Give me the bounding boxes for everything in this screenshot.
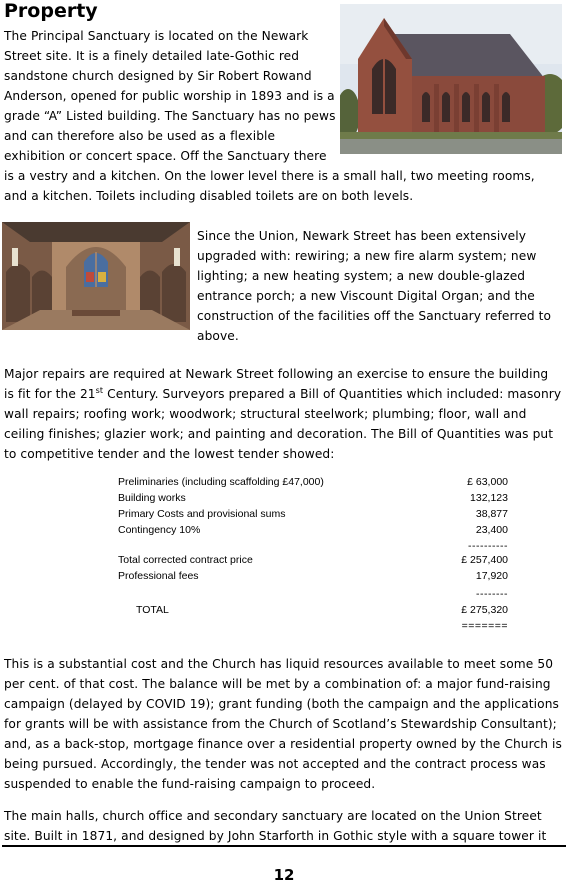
row-label: Building works xyxy=(118,492,186,504)
table-separator xyxy=(118,620,508,636)
repairs-text-start: Major repairs are required at Newark Street following an exercise to ensure the building is fit for the 21 xyxy=(4,367,549,401)
ordinal-suffix: st xyxy=(95,385,104,395)
tender-cost-table xyxy=(118,476,508,636)
intro-paragraph-bottom: is a vestry and a kitchen. On the lower level there is a small hall, two meeting rooms, and a kitchen. Toilets including disabled toilets are on both levels. xyxy=(4,169,535,203)
repairs-text-end: Century. Surveyors prepared a Bill of Quantities which included: masonry wall repairs; roofing work; woodwork; structural steelwork; plumbing; floor, wall and ceiling finishes; glazier work; and painting and decoration. The Bill of Quantities was put to competitive tender and the lowest tender showed: xyxy=(4,387,562,461)
separator-double: ======= xyxy=(461,620,508,632)
church-exterior-photo xyxy=(340,4,562,154)
row-label: Preliminaries (including scaffolding £47,000) xyxy=(118,476,324,488)
intro-paragraph-top: The Principal Sanctuary is located on the Newark Street site. It is a finely detailed late-Gothic red sandstone church designed by Sir Robert Rowand Anderson, opened for public worship in 1893 and is a grade “A” Listed building. The Sanctuary has no pews and can therefore also be used as a flexible exhibition or concert space. Off the Sanctuary there xyxy=(4,29,336,163)
funding-paragraph: This is a substantial cost and the Church has liquid resources available to meet some 50 per cent. of that cost. The balance will be met by a combination of: a major fund-raising campaign (delayed by COVID 19); grant funding (both the campaign and the applications for grants will be with assistance from the Church of Scotland’s Stewardship Consultant); and, as a back-stop, mortgage finance over a residential property owned by the Church is being pursued. Accordingly, the tender was not accepted and the contract process was suspended to enable the fund-raising campaign to proceed. xyxy=(4,657,562,791)
table-row xyxy=(118,492,508,508)
total-value: £ 275,320 xyxy=(461,604,508,616)
table-separator xyxy=(118,586,508,604)
page-heading: Property xyxy=(4,0,98,22)
row-label: Contingency 10% xyxy=(118,524,201,536)
row-value: 132,123 xyxy=(470,492,508,504)
separator-dashes: -------- xyxy=(476,588,508,600)
table-row xyxy=(118,476,508,492)
union-street-paragraph: The main halls, church office and secondary sanctuary are located on the Union Street site. Built in 1871, and designed by John Starforth in Gothic style with a square tower it xyxy=(4,809,547,843)
table-row-total-corrected xyxy=(118,554,508,570)
row-label: Professional fees xyxy=(118,570,199,582)
footer-rule xyxy=(2,845,566,847)
repairs-paragraph xyxy=(4,364,562,464)
page-number: 12 xyxy=(273,866,295,884)
table-separator xyxy=(118,540,508,554)
row-value: £ 63,000 xyxy=(467,476,508,488)
row-label: Total corrected contract price xyxy=(118,554,253,566)
church-exterior-illustration xyxy=(340,4,562,154)
row-value: 38,877 xyxy=(475,508,508,520)
row-value: £ 257,400 xyxy=(461,554,508,566)
table-row-professional-fees xyxy=(118,570,508,586)
total-label: TOTAL xyxy=(136,604,169,616)
table-row xyxy=(118,524,508,540)
table-row xyxy=(118,508,508,524)
table-row-total xyxy=(118,604,508,620)
church-interior-illustration xyxy=(2,222,190,330)
row-value: 17,920 xyxy=(475,570,508,582)
row-value: 23,400 xyxy=(475,524,508,536)
church-interior-photo xyxy=(2,222,190,330)
upgrades-paragraph: Since the Union, Newark Street has been extensively upgraded with: rewiring; a new fire alarm system; new lighting; a new heating system; a new double-glazed entrance porch; a new Viscount Digital Organ; and the construction of the facilities off the Sanctuary referred to above. xyxy=(197,229,552,343)
separator-dashes: ---------- xyxy=(468,540,508,552)
row-label: Primary Costs and provisional sums xyxy=(118,508,286,520)
